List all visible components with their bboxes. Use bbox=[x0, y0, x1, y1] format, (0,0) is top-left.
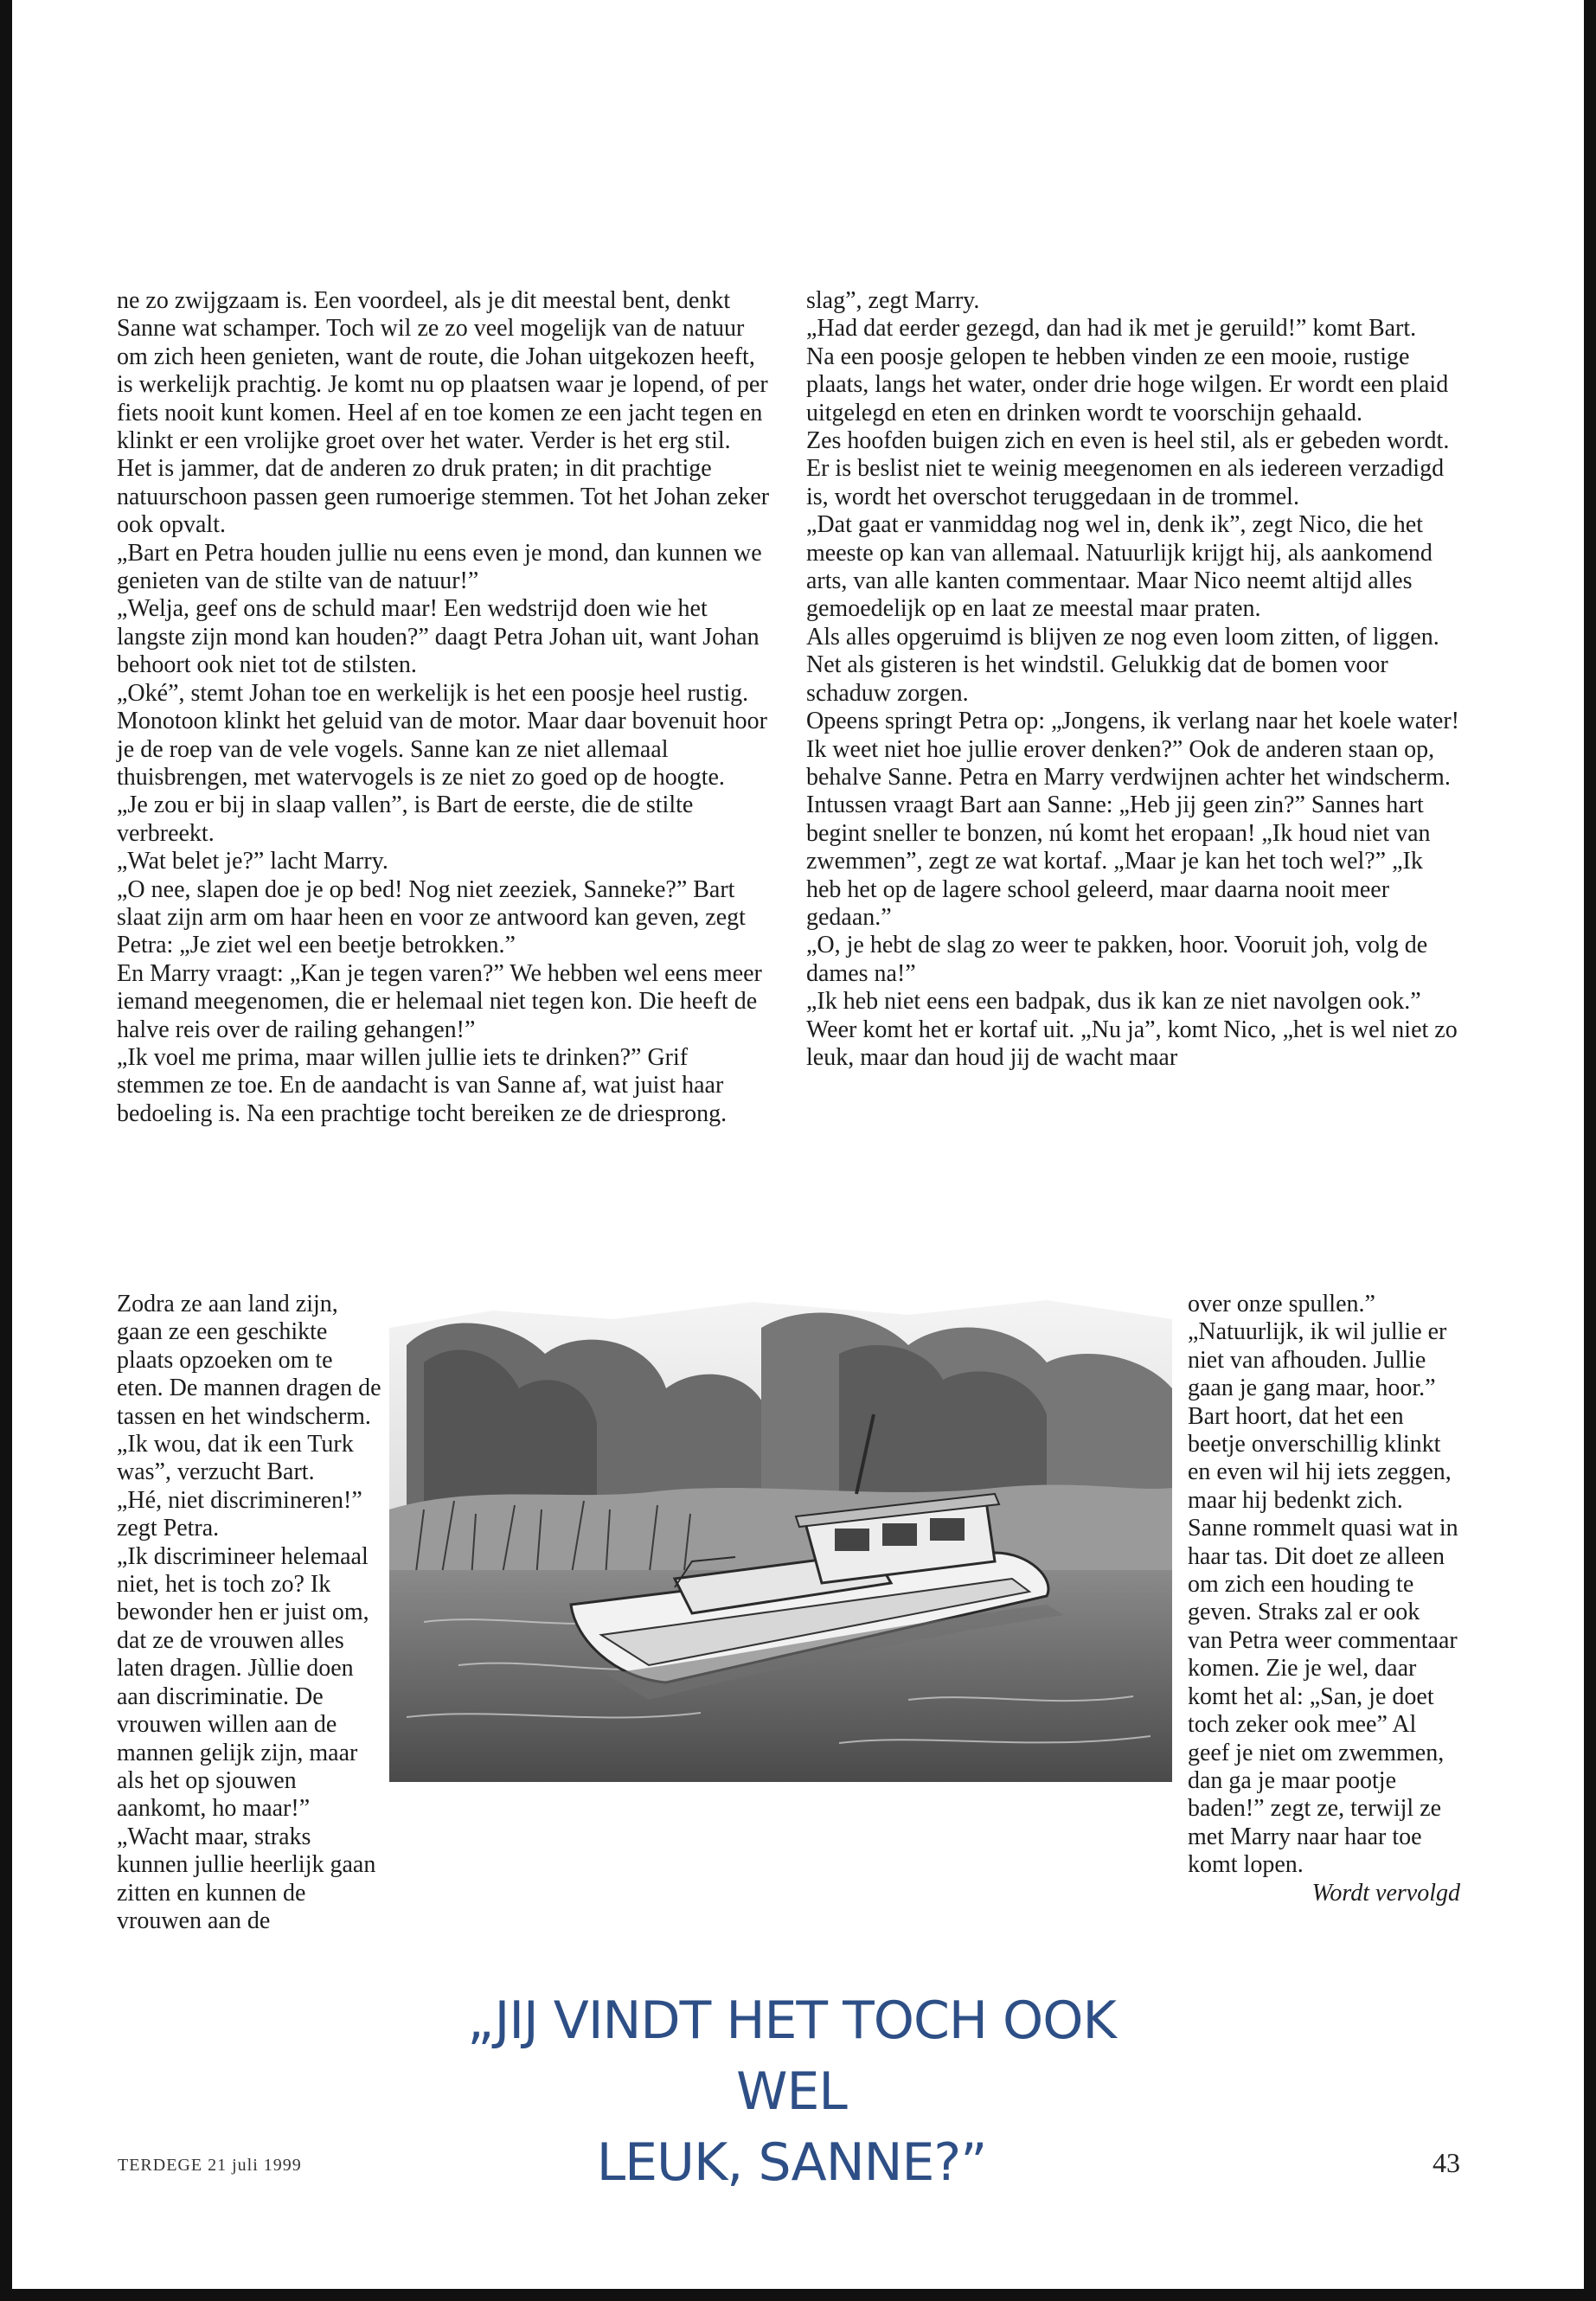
paragraph: En Marry vraagt: „Kan je tegen varen?” We hebben wel eens meer iemand meegenomen, die er helemaal niet tegen kon. Die heeft de halve reis over de railing gehangen!” bbox=[117, 959, 762, 1043]
paragraph: Opeens springt Petra op: „Jongens, ik verlang naar het koele water! Ik weet niet hoe jullie erover denken?” Ook de anderen staan op, behalve Sanne. Petra en Marry verdwijnen achter het windscherm. bbox=[806, 708, 1459, 791]
article-column-left-narrow bbox=[117, 1291, 385, 1935]
paragraph: Na een poosje gelopen te hebben vinden ze een mooie, rustige plaats, langs het water, onder drie hoge wilgen. Er wordt een plaid uitgelegd en eten en drinken wordt te voorschijn gehaald. bbox=[806, 343, 1449, 426]
paragraph: „Ik wou, dat ik een Turk was”, verzucht Bart. bbox=[117, 1431, 354, 1486]
pull-quote-line: „JIJ VINDT HET TOCH OOK WEL bbox=[467, 1990, 1116, 2122]
paragraph: slag”, zegt Marry. bbox=[806, 287, 980, 314]
paragraph: over onze spullen.” bbox=[1188, 1291, 1375, 1317]
paragraph: „O, je hebt de slag zo weer te pakken, hoor. Vooruit joh, volg de dames na!” bbox=[806, 932, 1428, 987]
article-column-right-narrow bbox=[1188, 1291, 1460, 1907]
paragraph: „O nee, slapen doe je op bed! Nog niet zeeziek, Sanneke?” Bart slaat zijn arm om haar heen en voor ze antwoord kan geven, zegt Petra: „Je ziet wel een beetje betrokken.” bbox=[117, 875, 746, 959]
paragraph: „Wacht maar, straks kunnen jullie heerlijk gaan zitten en kunnen de vrouwen aan de bbox=[117, 1823, 376, 1934]
to-be-continued: Wordt vervolgd bbox=[1311, 1879, 1460, 1907]
article-column-left-top bbox=[117, 287, 770, 1128]
pull-quote-line: LEUK, SANNE?” bbox=[596, 2132, 987, 2193]
paragraph: „Oké”, stemt Johan toe en werkelijk is het een poosje heel rustig. Monotoon klinkt het geluid van de motor. Maar daar bovenuit hoor je de roep van de vele vogels. Sanne kan ze niet allemaal thuisbrengen, met watervogels is ze niet zo goed op de hoogte. bbox=[117, 679, 767, 791]
paragraph: Zes hoofden buigen zich en even is heel stil, als er gebeden wordt. Er is beslist niet te weinig meegenomen en als iedereen verzadigd is, wordt het overschot teruggedaan in de trommel. bbox=[806, 427, 1450, 510]
paragraph: „Hé, niet discrimineren!” zegt Petra. bbox=[117, 1486, 362, 1542]
scan-edge-bottom bbox=[0, 2289, 1596, 2301]
scan-edge-left bbox=[0, 0, 12, 2301]
paragraph: Sanne rommelt quasi wat in haar tas. Dit doet ze alleen om zich een houding te geven. Straks zal er ook van Petra weer commentaar komen. Zie je wel, daar komt het al: „San, je doet toch zeker ook mee” Al geef je niet om zwemmen, dan ga je maar pootje baden!” zegt ze, terwijl ze met Marry naar haar toe komt lopen. bbox=[1188, 1515, 1458, 1879]
boat-illustration bbox=[389, 1293, 1172, 1782]
paragraph: „Ik voel me prima, maar willen jullie iets te drinken?” Grif stemmen ze toe. En de aandacht is van Sanne af, wat juist haar bedoeling is. Na een prachtige tocht bereiken ze de driesprong. bbox=[117, 1043, 727, 1127]
paragraph: Intussen vraagt Bart aan Sanne: „Heb jij geen zin?” Sannes hart begint sneller te bonzen, nú komt het eropaan! „Ik houd niet van zwemmen”, zegt ze wat kortaf. „Maar je kan het toch wel?” „Ik heb het op de lagere school geleerd, maar daarna nooit meer gedaan.” bbox=[806, 792, 1431, 931]
publication-footer: TERDEGE 21 juli 1999 bbox=[118, 2156, 302, 2175]
paragraph: „Bart en Petra houden jullie nu eens even je mond, dan kunnen we genieten van de stilte van de natuur!” bbox=[117, 539, 762, 595]
paragraph: ne zo zwijgzaam is. Een voordeel, als je dit meestal bent, denkt Sanne wat schamper. Toch wil ze zo veel mogelijk van de natuur om zich heen genieten, want de route, die Johan uitgekozen heeft, is werkelijk prachtig. Je komt nu op plaatsen waar je lopend, of per fiets nooit kunt komen. Heel af en toe komen ze een jacht tegen en klinkt er een vrolijke groet over het water. Verder is het erg stil. Het is jammer, dat de anderen zo druk praten; in dit prachtige natuurschoon passen geen rumoerige stemmen. Tot het Johan zeker ook opvalt. bbox=[117, 287, 770, 539]
paragraph: „Had dat eerder gezegd, dan had ik met je geruild!” komt Bart. bbox=[806, 315, 1417, 343]
paragraph: „Welja, geef ons de schuld maar! Een wedstrijd doen wie het langste zijn mond kan houden?” daagt Petra Johan uit, want Johan behoort ook niet tot de stilsten. bbox=[117, 595, 760, 679]
scan-edge-right bbox=[1584, 0, 1596, 2301]
paragraph: „Natuurlijk, ik wil jullie er niet van afhouden. Jullie gaan je gang maar, hoor.” Bart hoort, dat het een beetje onverschillig klinkt en even wil hij iets zeggen, maar hij bedenkt zich. bbox=[1188, 1318, 1452, 1514]
paragraph: Als alles opgeruimd is blijven ze nog even loom zitten, of liggen. Net als gisteren is het windstil. Gelukkig dat de bomen voor schaduw zorgen. bbox=[806, 623, 1439, 707]
pull-quote bbox=[415, 1985, 1168, 2198]
page-number: 43 bbox=[1433, 2147, 1460, 2178]
paragraph: „Ik discrimineer helemaal niet, het is toch zo? Ik bewonder hen er juist om, dat ze de vrouwen alles laten dragen. Jùllie doen aan discriminatie. De vrouwen willen aan de mannen gelijk zijn, maar als het op sjouwen aankomt, ho maar!” bbox=[117, 1542, 369, 1823]
paragraph: „Dat gaat er vanmiddag nog wel in, denk ik”, zegt Nico, die het meeste op kan van allemaal. Natuurlijk krijgt hij, als aankomend arts, van alle kanten commentaar. Maar Nico neemt altijd alles gemoedelijk op en laat ze meestal maar praten. bbox=[806, 511, 1433, 623]
paragraph: „Ik heb niet eens een badpak, dus ik kan ze niet navolgen ook.” Weer komt het er kortaf uit. „Nu ja”, komt Nico, „het is wel niet zo leuk, maar dan houd jij de wacht maar bbox=[806, 988, 1458, 1071]
paragraph: „Wat belet je?” lacht Marry. bbox=[117, 848, 388, 875]
paragraph: „Je zou er bij in slaap vallen”, is Bart de eerste, die de stilte verbreekt. bbox=[117, 792, 694, 847]
paragraph: Zodra ze aan land zijn, gaan ze een geschikte plaats opzoeken om te eten. De mannen dragen de tassen en het windscherm. bbox=[117, 1291, 381, 1430]
article-column-right-top bbox=[806, 287, 1464, 1072]
